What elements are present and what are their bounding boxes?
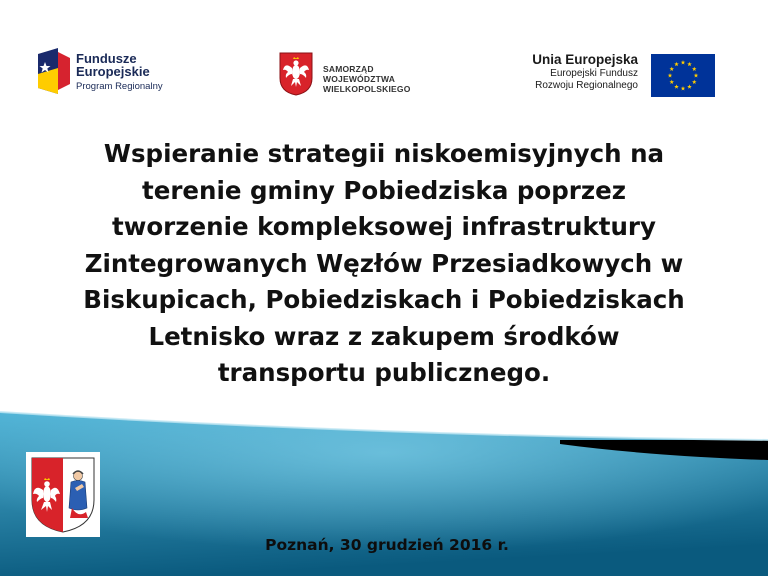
title-line: Letnisko wraz z zakupem środków [148, 321, 620, 351]
fundusze-europejskie-logo [38, 46, 188, 96]
unia-line3: Rozwoju Regionalnego [535, 80, 638, 91]
samorzad-line2: WIELKOPOLSKIEGO [323, 84, 411, 94]
title-line: Zintegrowanych Węzłów Przesiadkowych w [84, 248, 684, 278]
unia-line2: Europejski Fundusz [550, 68, 638, 79]
unia-line1: Unia Europejska [532, 52, 638, 67]
pobiedziska-coat-of-arms-icon [26, 452, 100, 537]
samorzad-wojewodztwa-logo [279, 52, 429, 96]
fundusze-line3: Program Regionalny [76, 81, 163, 92]
presentation-date: Poznań, 30 grudzień 2016 r. [265, 536, 509, 554]
unia-europejska-logo [520, 50, 720, 100]
slide-title [40, 136, 728, 392]
title-line: Biskupicach, Pobiedziskach i Pobiedziskach [83, 285, 685, 314]
samorzad-line1: SAMORZĄD WOJEWÓDZTWA [323, 64, 396, 84]
title-line: transportu publicznego. [217, 358, 551, 387]
eu-flag-icon [651, 54, 715, 97]
title-line: tworzenie kompleksowej infrastruktury [112, 212, 656, 241]
fundusze-line1: Fundusze [76, 51, 137, 66]
title-line: Wspieranie strategii niskoemisyjnych na [103, 139, 665, 168]
fundusze-europejskie-mark-icon [38, 48, 70, 94]
wielkopolska-eagle-shield-icon [279, 52, 313, 96]
title-line: terenie gminy Pobiedziska poprzez [141, 175, 627, 205]
fundusze-line2: Europejskie [76, 64, 150, 79]
